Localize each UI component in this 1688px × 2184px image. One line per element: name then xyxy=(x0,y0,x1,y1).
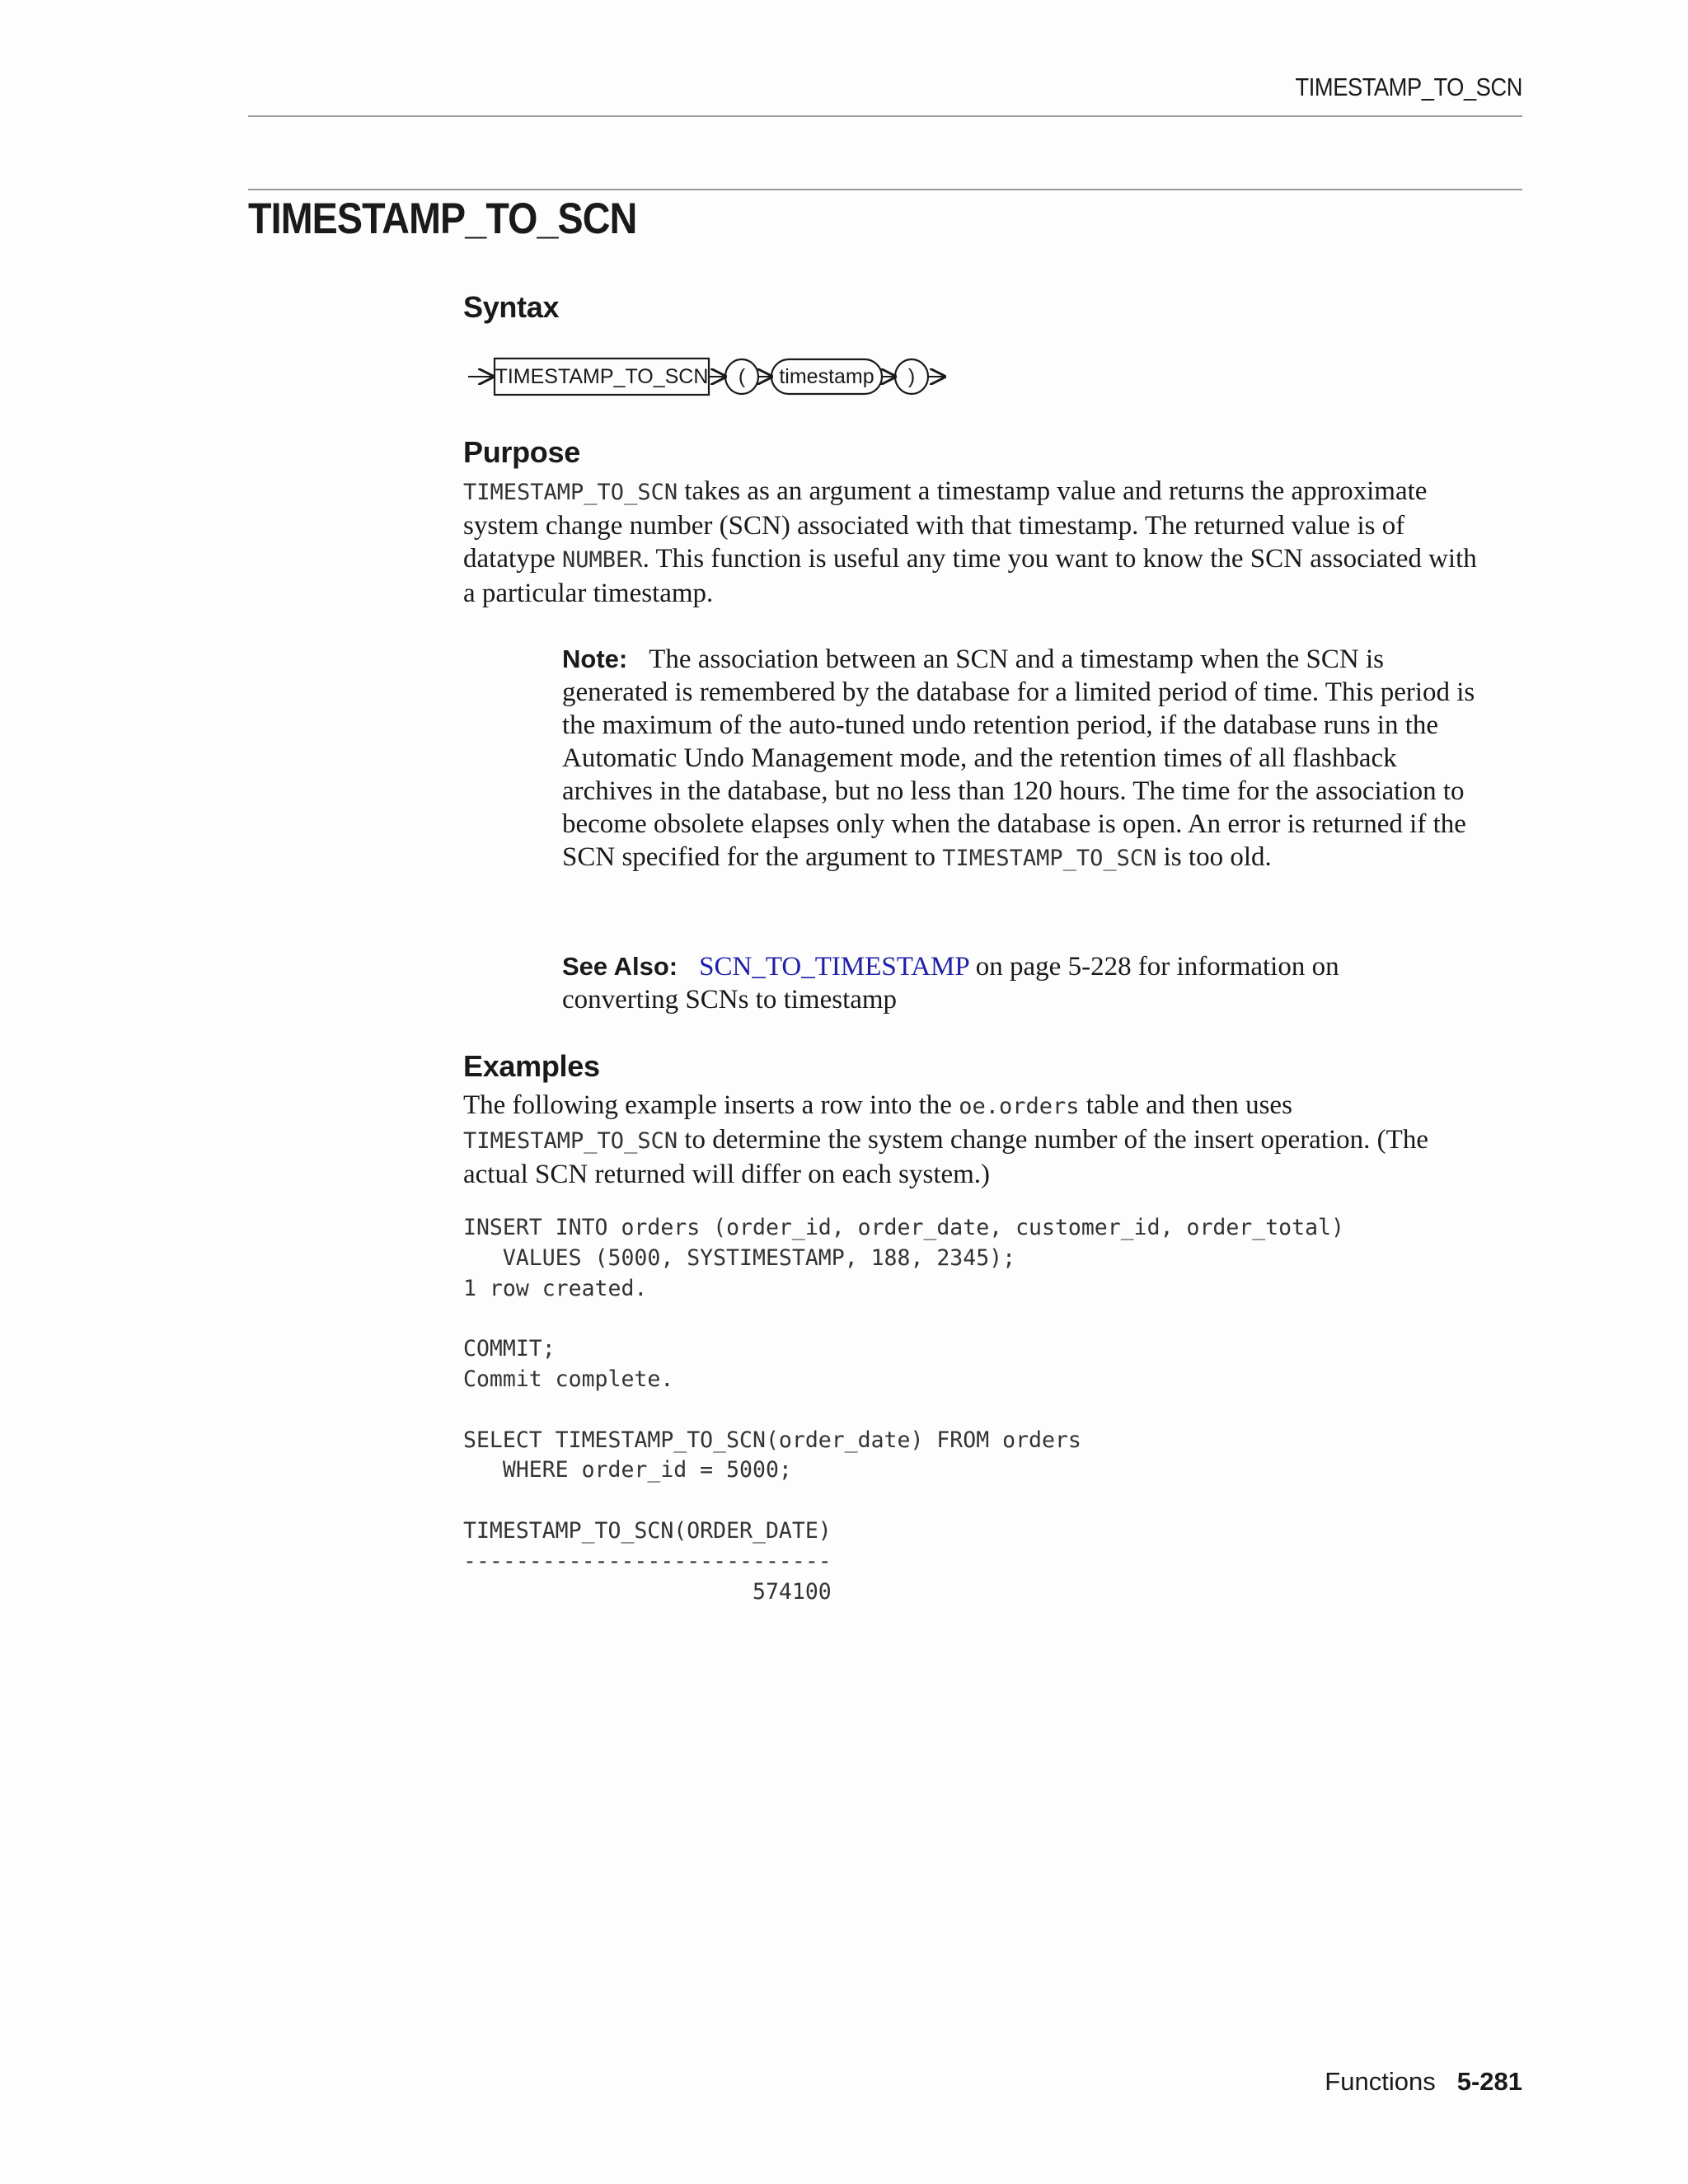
page-title: TIMESTAMP_TO_SCN xyxy=(248,194,637,243)
see-also-box: See Also: SCN_TO_TIMESTAMP on page 5-228 for information on converting SCNs to timestamp xyxy=(562,952,1339,1015)
inline-code: TIMESTAMP_TO_SCN xyxy=(463,480,678,505)
header-rule xyxy=(248,115,1522,117)
footer-section: Functions xyxy=(1325,2067,1436,2096)
examples-paragraph: The following example inserts a row into the oe.orders table and then uses TIMESTAMP_TO_SCN to determine the system change number of the insert operation. (The actual SCN returned will differ on each system.) xyxy=(463,1090,1428,1189)
note-label: Note: xyxy=(562,644,628,673)
scn-to-timestamp-link[interactable]: SCN_TO_TIMESTAMP xyxy=(699,952,969,982)
purpose-paragraph: TIMESTAMP_TO_SCN takes as an argument a timestamp value and returns the approximate system change number (SCN) associated with that timestamp. The returned value is of datatype NUMBER. This function is useful any time you want to know the SCN associated with a particular timestamp. xyxy=(463,476,1477,608)
see-also-label: See Also: xyxy=(562,952,678,981)
purpose-section xyxy=(463,435,1485,610)
note-box: Note: The association between an SCN and a timestamp when the SCN is generated is remembered by the database for a limited period of time. This period is the maximum of the auto-tuned undo retention period, if the database runs in the Automatic Undo Management mode, and the retention times of all flashback archives in the database, but no less than 120 hours. The time for the association to become obsolete elapses only when the database is open. An error is returned if the SCN specified for the argument to TIMESTAMP_TO_SCN is too old. xyxy=(562,644,1475,872)
running-header: TIMESTAMP_TO_SCN xyxy=(1295,73,1522,101)
inline-code: oe.orders xyxy=(959,1094,1080,1119)
examples-section xyxy=(463,1049,1485,1191)
page-footer xyxy=(1325,2067,1522,2097)
syntax-diagram xyxy=(463,350,958,400)
syntax-section xyxy=(463,290,1535,325)
syntax-heading: Syntax xyxy=(463,290,560,324)
keyword-text: TIMESTAMP_TO_SCN xyxy=(495,365,709,388)
argument-text: timestamp xyxy=(779,365,874,388)
inline-code: TIMESTAMP_TO_SCN xyxy=(942,846,1157,871)
open-paren-text: ( xyxy=(738,365,746,388)
close-paren-text: ) xyxy=(907,365,916,388)
title-rule xyxy=(248,189,1522,190)
inline-code: NUMBER xyxy=(562,547,643,573)
examples-heading: Examples xyxy=(463,1049,600,1083)
code-example: INSERT INTO orders (order_id, order_date, customer_id, order_total) VALUES (5000, SYSTIMESTAMP, 188, 2345); 1 row created. COMMIT; Commit complete. SELECT TIMESTAMP_TO_SCN(order_date) FROM orders WHERE order_id = 5000; TIMESTAMP_TO_SCN(ORDER_DATE) ---------------------------- 574100 xyxy=(463,1215,1344,1605)
page-number: 5-281 xyxy=(1456,2067,1522,2096)
inline-code: TIMESTAMP_TO_SCN xyxy=(463,1128,678,1154)
purpose-heading: Purpose xyxy=(463,435,580,469)
